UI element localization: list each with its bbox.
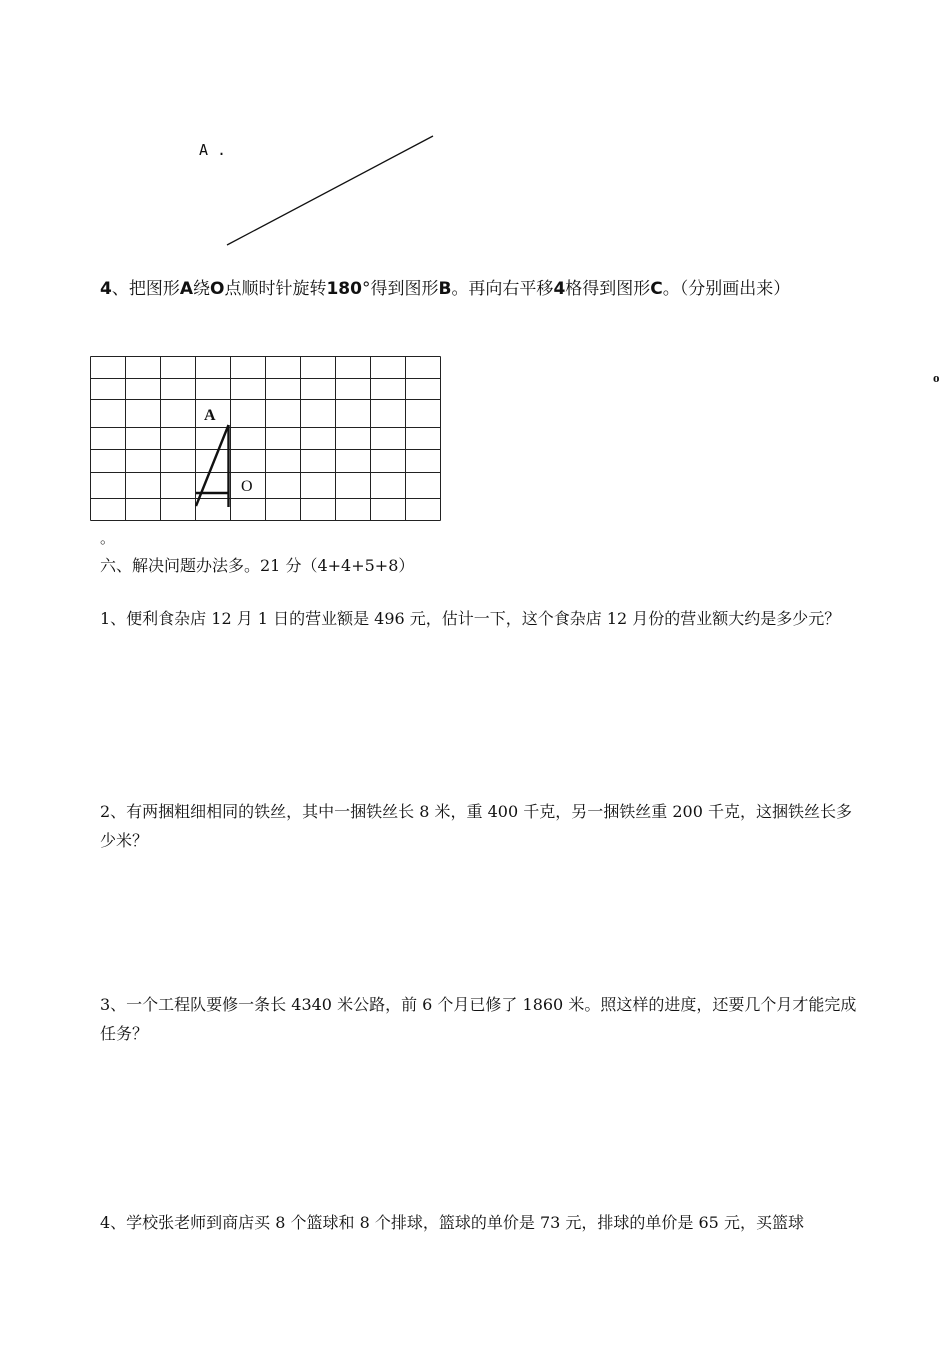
problem-4: 4、学校张老师到商店买 8 个篮球和 8 个排球，篮球的单价是 73 元，排球的单价是 65 元，买篮球 [100,1213,804,1232]
point-a-label: A . [199,141,227,159]
problem-2: 2、有两捆粗细相同的铁丝，其中一捆铁丝长 8 米，重 400 千克，另一捆铁丝重 200 千克，这捆铁丝长多少米？ [100,802,852,850]
question-4-part: 绕 [193,279,211,299]
question-4-part: 4 [100,279,112,299]
question-4-part: B [438,279,452,299]
margin-mark: o [933,370,940,385]
section-6-title: 六、解决问题办法多。21 分（4+4+5+8） [100,556,415,575]
question-4-part: 。（分别画出来） [662,279,791,299]
question-4-part: 、把图形 [111,279,180,299]
question-4-part: 得到图形 [370,279,439,299]
grid-svg [90,356,442,522]
question-4-part: A [179,279,194,299]
trailing-period: 。 [100,529,116,547]
question-4-text [100,276,870,303]
question-4-part: 格得到图形 [565,279,651,299]
question-4-part: 180 [326,279,362,299]
slanted-line [227,136,433,245]
grid-label-a: A [204,407,216,424]
question-4-part: 4 [553,279,566,299]
question-4-part: 点顺时针旋转 [224,279,327,299]
grid-label-o: O [241,478,253,495]
question-4-part: O [210,279,225,299]
problem-1: 1、便利食杂店 12 月 1 日的营业额是 496 元，估计一下，这个食杂店 12 月份的营业额大约是多少元？ [100,609,841,628]
slanted-line-figure [0,0,950,260]
grid-lines [91,357,441,521]
question-4-part: C [650,279,663,299]
rotation-grid [90,356,442,522]
question-4-part: ° [361,279,371,299]
figure-a-shape [196,425,229,507]
problem-3: 3、一个工程队要修一条长 4340 米公路，前 6 个月已修了 1860 米。照这样的进度，还要几个月才能完成任务？ [100,995,857,1043]
question-4-part: 。再向右平移 [451,279,554,299]
